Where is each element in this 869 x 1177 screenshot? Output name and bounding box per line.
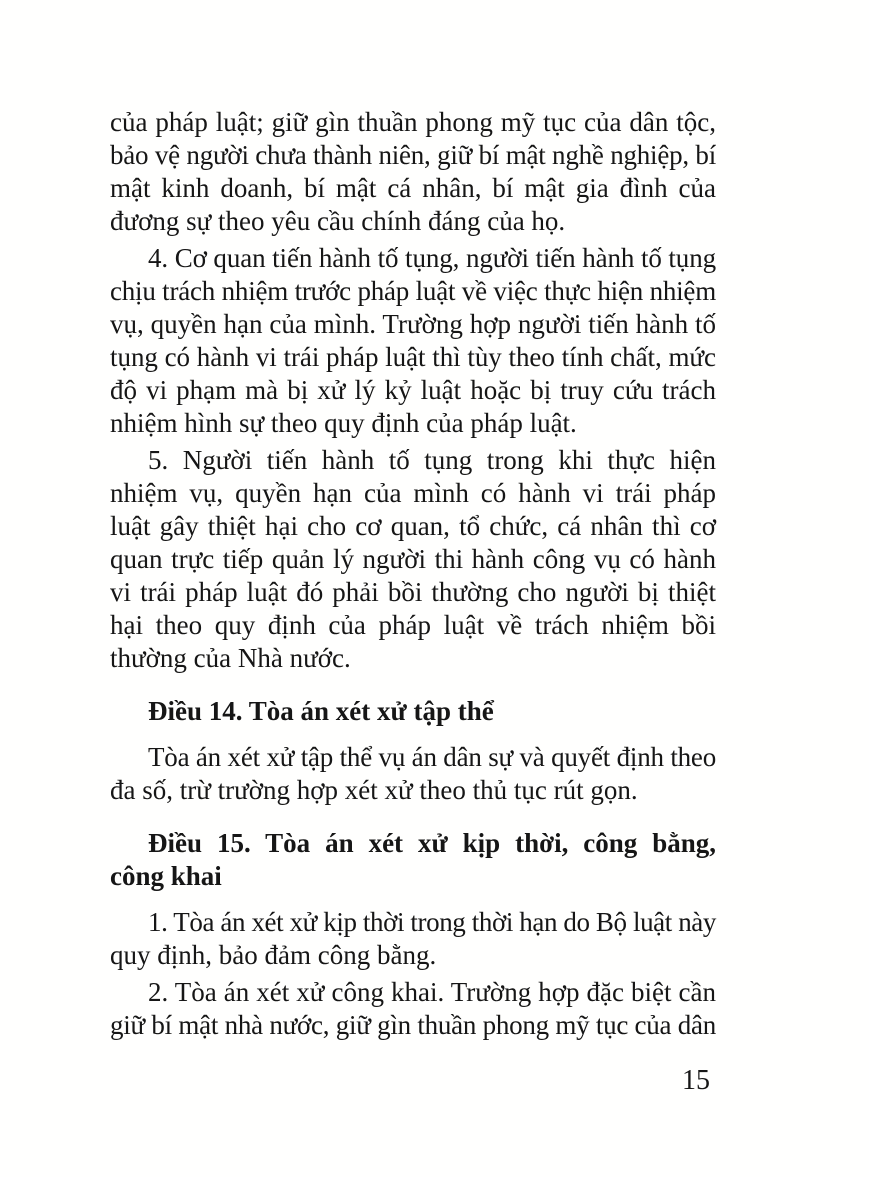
- body-line: nhiệm vụ, quyền hạn của mình có hành vi trái pháp: [110, 478, 716, 508]
- body-line: đa số, trừ trường hợp xét xử theo thủ tục rút gọn.: [110, 775, 638, 805]
- body-line: hại theo quy định của pháp luật về trách nhiệm bồi: [110, 610, 716, 640]
- text-block: [110, 106, 716, 1042]
- body-line: 1. Tòa án xét xử kịp thời trong thời hạn do Bộ luật này: [148, 907, 716, 937]
- body-line: bảo vệ người chưa thành niên, giữ bí mật nghề nghiệp, bí: [110, 140, 716, 170]
- body-line: Tòa án xét xử tập thể vụ án dân sự và quyết định theo: [148, 742, 716, 772]
- body-line: 4. Cơ quan tiến hành tố tụng, người tiến hành tố tụng: [148, 243, 716, 273]
- body-line: giữ bí mật nhà nước, giữ gìn thuần phong mỹ tục của dân: [110, 1010, 716, 1040]
- body-line: của pháp luật; giữ gìn thuần phong mỹ tục của dân tộc,: [110, 107, 716, 137]
- heading-line: Điều 14. Tòa án xét xử tập thể: [148, 696, 494, 726]
- body-line: luật gây thiệt hại cho cơ quan, tổ chức, cá nhân thì cơ: [110, 511, 716, 541]
- body-line: mật kinh doanh, bí mật cá nhân, bí mật gia đình của: [110, 173, 716, 203]
- page-number: 15: [682, 1065, 710, 1096]
- heading-line: Điều 15. Tòa án xét xử kịp thời, công bằng,: [148, 828, 716, 858]
- body-line: chịu trách nhiệm trước pháp luật về việc thực hiện nhiệm: [110, 276, 716, 306]
- body-line: vi trái pháp luật đó phải bồi thường cho người bị thiệt: [110, 577, 716, 607]
- body-line: thường của Nhà nước.: [110, 643, 351, 673]
- body-line: vụ, quyền hạn của mình. Trường hợp người tiến hành tố: [110, 309, 716, 339]
- heading-line: công khai: [110, 861, 222, 891]
- body-line: 2. Tòa án xét xử công khai. Trường hợp đặc biệt cần: [148, 977, 716, 1007]
- body-line: tụng có hành vi trái pháp luật thì tùy theo tính chất, mức: [110, 342, 716, 372]
- body-line: đương sự theo yêu cầu chính đáng của họ.: [110, 206, 566, 236]
- body-line: quan trực tiếp quản lý người thi hành công vụ có hành: [110, 544, 716, 574]
- body-line: độ vi phạm mà bị xử lý kỷ luật hoặc bị truy cứu trách: [110, 375, 716, 405]
- body-line: quy định, bảo đảm công bằng.: [110, 940, 437, 970]
- body-line: nhiệm hình sự theo quy định của pháp luật.: [110, 408, 577, 438]
- body-line: 5. Người tiến hành tố tụng trong khi thực hiện: [148, 445, 716, 475]
